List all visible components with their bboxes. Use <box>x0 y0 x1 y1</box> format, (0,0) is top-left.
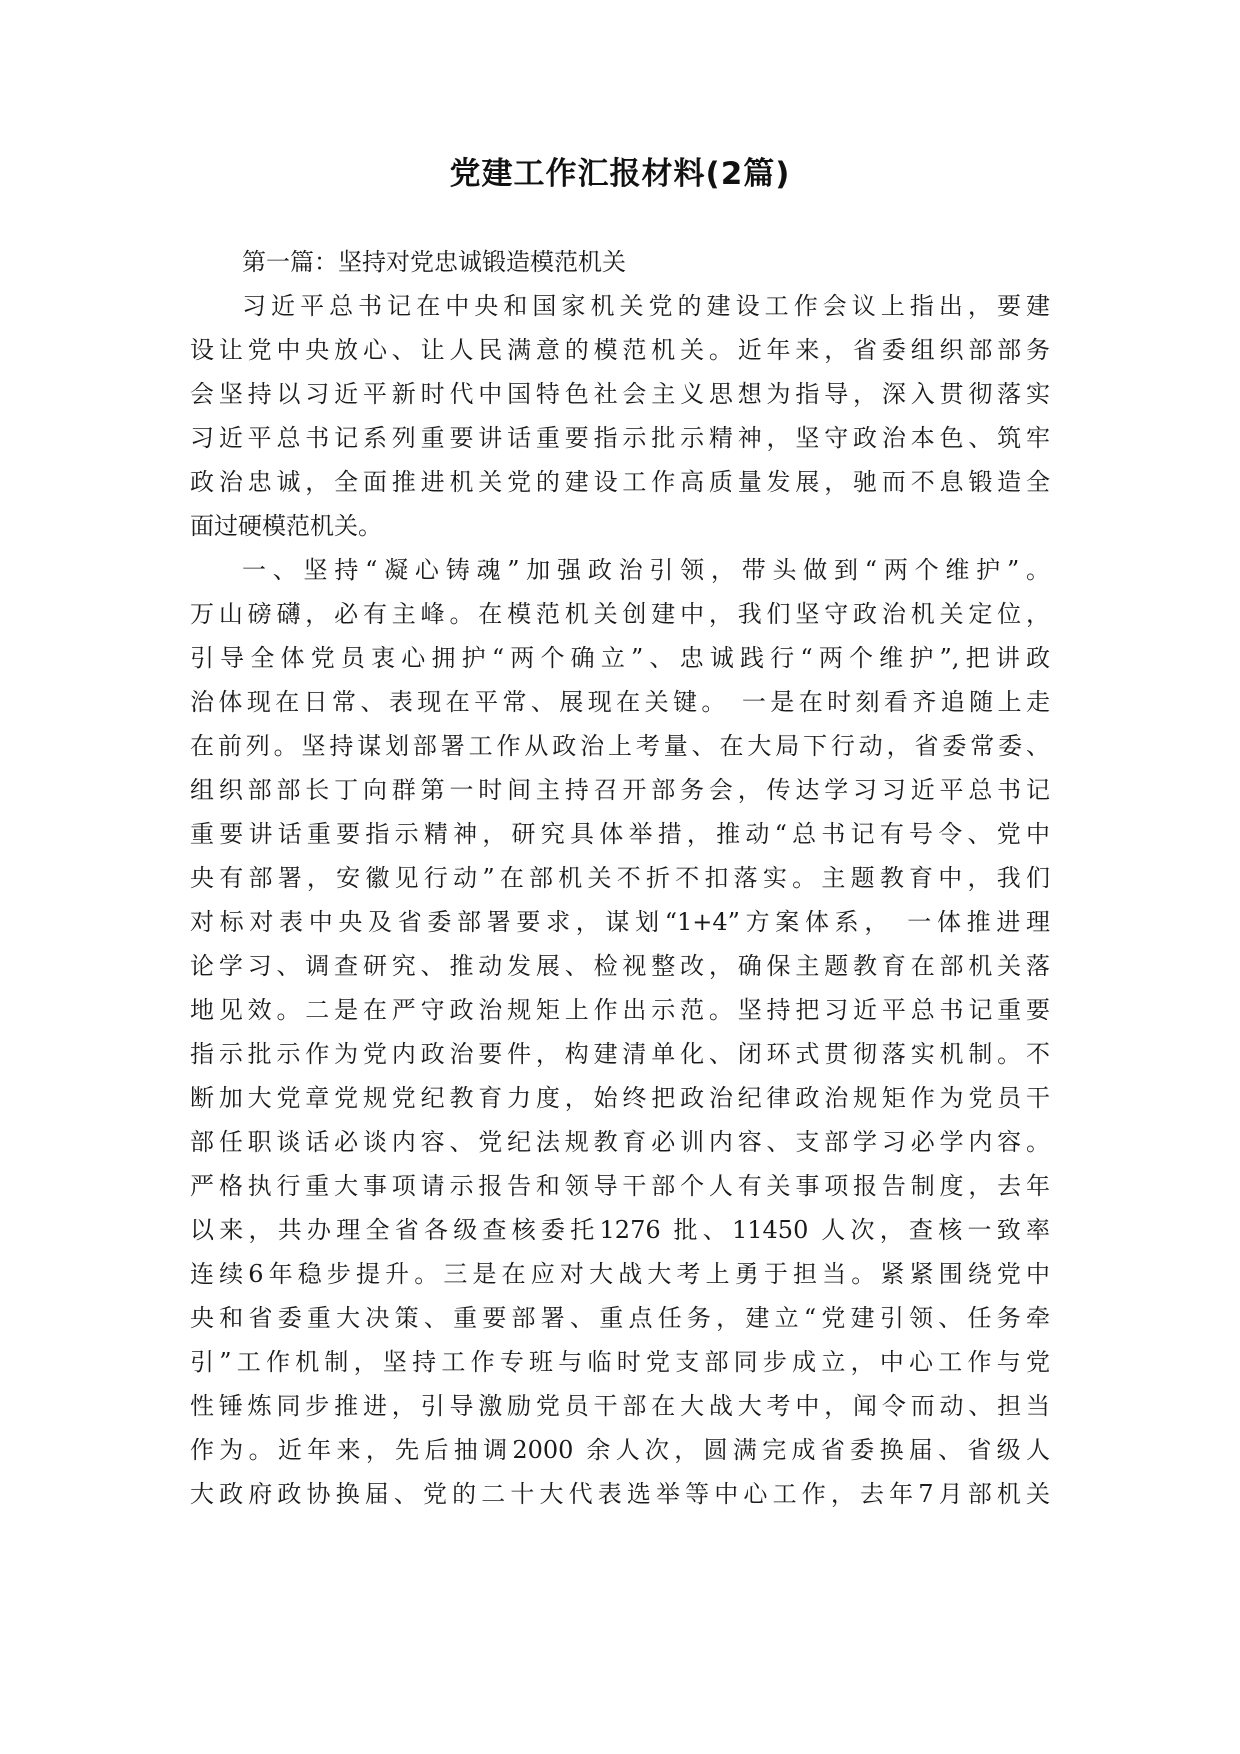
paragraph-line: 引”工作机制，坚持工作专班与临时党支部同步成立，中心工作与党 <box>190 1348 1050 1376</box>
paragraph-line: 严格执行重大事项请示报告和领导干部个人有关事项报告制度，去年 <box>190 1172 1050 1200</box>
document-title: 党建工作汇报材料(2篇) <box>449 156 791 192</box>
paragraph-line: 部任职谈话必谈内容、党纪法规教育必训内容、支部学习必学内容。 <box>190 1128 1050 1156</box>
paragraph-line: 断加大党章党规党纪教育力度，始终把政治纪律政治规矩作为党员干 <box>190 1084 1050 1112</box>
paragraph-line: 地见效。二是在严守政治规矩上作出示范。坚持把习近平总书记重要 <box>190 996 1050 1024</box>
paragraph-line: 大政府政协换届、党的二十大代表选举等中心工作，去年7月部机关 <box>190 1480 1050 1508</box>
paragraph-line: 作为。近年来，先后抽调2000 余人次，圆满完成省委换届、省级人 <box>190 1436 1050 1464</box>
paragraph-line: 会坚持以习近平新时代中国特色社会主义思想为指导，深入贯彻落实 <box>190 380 1050 408</box>
paragraph-line: 央有部署，安徽见行动”在部机关不折不扣落实。主题教育中，我们 <box>190 864 1050 892</box>
paragraph-line: 一、坚持“凝心铸魂”加强政治引领，带头做到“两个维护”。 <box>242 556 1050 584</box>
paragraph-line: 连续6年稳步提升。三是在应对大战大考上勇于担当。紧紧围绕党中 <box>190 1260 1050 1288</box>
section-heading: 第一篇：坚持对党忠诚锻造模范机关 <box>242 248 626 276</box>
paragraph-line: 性锤炼同步推进，引导激励党员干部在大战大考中，闻令而动、担当 <box>190 1392 1050 1420</box>
paragraph-line: 重要讲话重要指示精神，研究具体举措，推动“总书记有号令、党中 <box>190 820 1050 848</box>
paragraph-line: 治体现在日常、表现在平常、展现在关键。 一是在时刻看齐追随上走 <box>190 688 1050 716</box>
paragraph-line: 指示批示作为党内政治要件，构建清单化、闭环式贯彻落实机制。不 <box>190 1040 1050 1068</box>
paragraph-line: 央和省委重大决策、重要部署、重点任务，建立“党建引领、任务牵 <box>190 1304 1050 1332</box>
paragraph-line: 以来，共办理全省各级查核委托1276 批、11450 人次，查核一致率 <box>190 1216 1050 1244</box>
paragraph-line: 对标对表中央及省委部署要求，谋划“1+4”方案体系， 一体推进理 <box>190 908 1050 936</box>
paragraph-line: 面过硬模范机关。 <box>190 512 382 540</box>
paragraph-line: 习近平总书记在中央和国家机关党的建设工作会议上指出，要建 <box>242 292 1050 320</box>
paragraph-line: 政治忠诚，全面推进机关党的建设工作高质量发展，驰而不息锻造全 <box>190 468 1050 496</box>
document-body <box>190 240 1050 1516</box>
paragraph-line: 设让党中央放心、让人民满意的模范机关。近年来，省委组织部部务 <box>190 336 1050 364</box>
paragraph-line: 引导全体党员衷心拥护“两个确立”、忠诚践行“两个维护”,把讲政 <box>190 644 1050 672</box>
paragraph-line: 论学习、调查研究、推动发展、检视整改，确保主题教育在部机关落 <box>190 952 1050 980</box>
paragraph-line: 在前列。坚持谋划部署工作从政治上考量、在大局下行动，省委常委、 <box>190 732 1050 760</box>
paragraph-line: 习近平总书记系列重要讲话重要指示批示精神，坚守政治本色、筑牢 <box>190 424 1050 452</box>
paragraph-line: 组织部部长丁向群第一时间主持召开部务会，传达学习习近平总书记 <box>190 776 1050 804</box>
paragraph-line: 万山磅礴，必有主峰。在模范机关创建中，我们坚守政治机关定位， <box>190 600 1050 628</box>
